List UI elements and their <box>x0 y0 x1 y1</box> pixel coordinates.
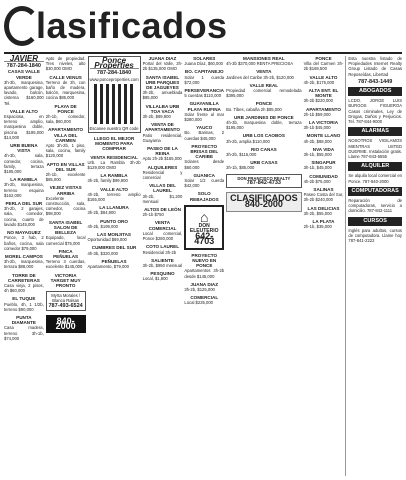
section-text: Reparación de computadoras, servicio a domicilio. 787-842-1111 <box>348 198 403 214</box>
listing-text: 4h-3b $370,000 RENTA PRECIOSA <box>226 61 294 67</box>
listing-entry <box>46 162 86 183</box>
listing-heading: SALINAS <box>313 187 334 193</box>
listing-entry <box>226 56 302 66</box>
listing-heading: MOREL CAMPOS <box>4 253 43 259</box>
listing-entry <box>4 273 44 294</box>
listing-heading: PERSEVERANCIA <box>184 88 225 94</box>
listing-heading: LA LLANURA <box>99 205 129 211</box>
listing-heading: URB CASAS <box>250 160 278 166</box>
listing-heading: VENTA DE APARTAMENTO <box>145 122 180 133</box>
listing-entry <box>143 258 183 268</box>
listing-heading: VALLE REAL <box>249 82 279 88</box>
ponce-properties-web[interactable]: www.ponceproperties.com <box>89 76 139 82</box>
listing-heading: RIO CANAS <box>250 146 277 152</box>
listing-list <box>4 69 44 341</box>
listing-heading: MANSIONES REAL <box>243 56 285 61</box>
don-eleuterio-ad <box>184 205 224 250</box>
listing-text: 3h-2b, marquesina, terreno esquina $162,000 <box>4 182 44 198</box>
listing-text: Apto 3h-2b, 1 piso, sala, cocina, family $120,000 <box>45 143 86 159</box>
listing-entry <box>304 147 344 157</box>
listing-entry <box>88 136 141 152</box>
listing-text: 4h-3b, sala, comedor, cocina, family, terraza $185,000 <box>4 153 44 175</box>
listing-entry <box>184 88 224 98</box>
listing-heading: BO. CAPITANEJO <box>184 69 224 75</box>
house-icon: ⌂ <box>200 208 209 225</box>
masthead-title: lasificados <box>36 5 228 46</box>
listing-text: Equipado, local comercial $75,000 <box>45 235 86 246</box>
listing-entry <box>4 143 44 174</box>
listing-text: 3h-1b, $55,000 <box>303 152 332 158</box>
section-text: LCDO. JORGE LUIS BURGOS FIGUEROA Casos criminales, Ley de Drogas, Daños y Perjuicios. Tel. 787-844-9000 <box>348 98 403 125</box>
listing-entry <box>143 56 183 72</box>
section-header: ALARMAS <box>348 127 402 136</box>
listing-list <box>226 56 302 171</box>
listing-heading: MONTE LLANO <box>306 133 341 139</box>
listing-entry <box>88 155 141 171</box>
listing-heading: PUNTO ORO <box>100 218 128 224</box>
qr-code-icon[interactable] <box>94 84 134 124</box>
column-7 <box>304 56 344 476</box>
listing-heading: CUMBRES DEL SUR <box>91 245 137 251</box>
listing-heading: PROYECTO NUEVO EN PONCE <box>191 252 218 269</box>
listing-text: 4h-3b, $320,000 <box>87 250 119 256</box>
listing-text: 3h-2b, $89,900 <box>142 114 171 120</box>
listing-entry <box>88 173 141 183</box>
listing-entry <box>4 296 44 312</box>
agent-name: DON FRANCISCO REALTY <box>237 175 291 181</box>
listing-text: 2h-1b $59,000 <box>303 111 331 117</box>
listing-entry <box>46 220 86 246</box>
listing-heading: ALTA ENT. EL MONTE <box>308 88 339 99</box>
listing-entry <box>46 104 86 125</box>
listing-text: 3h-2b, family $99,900 <box>87 178 128 184</box>
listing-heading: VENTA <box>256 69 272 75</box>
listing-text: 3h-2b, $115,000 <box>226 152 257 158</box>
listing-heading: JUANA DIAZ <box>190 281 219 287</box>
listing-heading: CASAS VALLE VERDE <box>7 69 40 80</box>
listing-entry <box>143 75 183 101</box>
listing-text: Jardines del Caribe 3h-2b, $120,000 <box>226 74 294 80</box>
listing-entry <box>304 56 344 72</box>
listing-entry <box>184 125 224 141</box>
phone-banner <box>46 315 86 333</box>
listing-text: 3h-2b, $1,200 mensual <box>142 193 183 204</box>
listing-text: Pueblo, 4h, 1 1/2b, terreno $90,000 <box>4 301 44 312</box>
listing-heading: PROYECTO BRISAS DEL CARIBE <box>190 143 219 160</box>
listing-heading: VALLE ALTO <box>100 186 128 192</box>
listing-text: 4h-2b, terreno amplio $165,000 <box>87 191 141 203</box>
listing-heading: LA RAMBLA <box>100 173 128 179</box>
listing-heading: COTO LAUREL <box>145 244 180 250</box>
phone-banner-number: 840-2000 <box>55 315 76 331</box>
agent-name: Myrta Morales / Blanca Ralsas <box>51 293 81 304</box>
listing-entry <box>46 185 86 216</box>
listing-list <box>46 56 86 288</box>
listing-heading: SOLARES <box>193 56 216 61</box>
listing-entry <box>226 160 302 170</box>
agent-phone: 787-842-4733 <box>246 179 281 186</box>
listing-entry <box>4 254 44 270</box>
listing-heading: SINGAPUR <box>311 160 336 166</box>
listing-entry <box>304 206 344 216</box>
listing-text: 2h-1b $750 <box>142 212 164 218</box>
listing-entry <box>184 191 224 201</box>
listing-entry <box>46 127 86 158</box>
listing-entry <box>4 201 44 227</box>
listing-entry <box>143 220 183 241</box>
listing-text: 3h-2b, marquesina, terraza $88,000 <box>4 259 44 270</box>
listing-text: 3h-2b, $55,000 <box>303 210 332 216</box>
listing-entry <box>226 147 302 157</box>
listing-heading: VICTORIA TARGET MUY PRONTO <box>50 272 81 288</box>
listing-heading: LLEGO EL MEJOR MOMENTO PARA COMPRAR <box>93 136 135 152</box>
listing-entry <box>143 244 183 254</box>
listing-entry <box>46 75 86 101</box>
listing-text: 3h-2b, $125,000 <box>184 286 215 292</box>
section-text: NOSOTROS VIGILAMOS MIENTRAS USTED DUERME. Instalación gratis. Llame 787-843-5555 <box>348 138 403 160</box>
listing-text: Oportunidad $69,000 <box>87 237 127 243</box>
listing-text: Solar 1 cuerda $72,000 <box>184 74 225 85</box>
listing-heading: VENTA RESIDENCIAL <box>90 154 138 160</box>
directory-phone: 787-843-1449 <box>358 78 393 85</box>
listing-entry <box>226 69 302 79</box>
listing-heading: VALLE ALTO <box>309 74 338 80</box>
brand-logo: JAVIER <box>4 56 44 62</box>
listing-text: 3h-2b, amueblada $85,000 <box>142 90 183 101</box>
listing-heading: GUANICA <box>193 172 215 178</box>
listing-heading: LAS DELICIAS <box>307 205 340 211</box>
column-2 <box>46 56 86 476</box>
listing-text: Bo. Tibes, cabaña 2h $85,000 <box>226 106 282 112</box>
listing-text: Solar 1/2 cuerda $42,000 <box>184 178 225 189</box>
listing-heading: PONCE <box>255 101 273 107</box>
listing-heading: PERLA DEL SUR <box>5 201 43 207</box>
classified-number-box <box>226 192 302 212</box>
listing-entry <box>184 253 224 279</box>
section-header: ABOGADOS <box>348 87 402 96</box>
listing-entry <box>304 174 344 184</box>
listing-heading: FINCA PEÑUELAS <box>53 248 79 259</box>
listing-heading: APARTAMENTO <box>306 106 341 112</box>
listing-text: Residencial y comercial <box>142 169 183 181</box>
listing-entry <box>4 109 44 140</box>
listing-text: 3h-1b, $45,000 <box>303 165 332 171</box>
listing-entry <box>304 107 344 117</box>
ponce-properties-logo: Ponce Properties <box>90 58 139 69</box>
listing-heading: YAUCO <box>196 125 213 131</box>
listing-heading: LAS MONJITAS <box>97 232 131 238</box>
listing-text: 4h-2b $75,000 <box>303 178 331 184</box>
listing-entry <box>304 88 344 104</box>
listing-entry <box>184 282 224 292</box>
listing-entry <box>143 104 183 120</box>
qr-caption: Escanee nuestro QR code <box>89 125 139 131</box>
column-3 <box>88 56 141 476</box>
listing-heading: ALQUILERES <box>147 164 178 170</box>
listing-heading: VEJEZ VISTAS ARRIBA <box>49 185 82 196</box>
listing-text: Solares desde $60,000 <box>184 159 225 170</box>
listing-entry <box>184 144 224 170</box>
listing-text: Portal del Valle, 3h-2b $135,000 OMO <box>142 61 183 72</box>
listing-text: 3h-2b, $84,900 <box>87 210 116 216</box>
listing-entry <box>304 187 344 203</box>
listing-heading: COMERCIAL <box>190 295 219 301</box>
listing-entry <box>143 165 183 181</box>
ponce-properties-box <box>88 56 141 133</box>
listing-text: 3h-3b, marquesina, apartamento garage, lavado, balcón, cisterna $160,000 Tel. <box>4 79 44 106</box>
listing-entry <box>184 295 224 305</box>
listing-text: Apto de propiedad. Tres niveles, alto $30,000 OMO <box>45 56 86 72</box>
listing-text: Excelente construcción, sala, comedor, cocina $98,000 <box>45 195 86 217</box>
listing-entry <box>184 69 224 85</box>
listing-heading: TORRE DE CARRETERAS <box>7 272 40 283</box>
listing-text: 4h-3b, marquesina doble, terraza $195,000 <box>226 120 302 131</box>
listing-list <box>88 136 141 269</box>
listing-entry <box>88 205 141 215</box>
don-eleuterio-phone: 642-4703 <box>194 231 215 247</box>
listing-entry <box>143 271 183 281</box>
listing-list <box>184 56 224 202</box>
listing-heading: URB BUENA VISTA <box>10 143 38 154</box>
listing-text: Local $225,000 <box>184 300 213 306</box>
listing-heading: NVA VIDA <box>312 146 335 152</box>
listing-text: Urb. La Rambla 3h-2b $129,000 OMO <box>87 159 141 171</box>
listing-text: Terreno de 3h, con baño de madera, balcón, marquesina, cocina $85,000 <box>45 79 86 101</box>
listing-entry <box>4 69 44 105</box>
listing-text: Apartamentos 3h-2b desde $145,000 <box>184 268 225 279</box>
listing-entry <box>46 249 86 270</box>
listing-entry <box>184 101 224 122</box>
section-text: Se alquila local comercial en Ponce. 787-840-2000 <box>348 173 403 184</box>
listing-heading: PASEO DE LA REINA <box>147 146 178 157</box>
classified-number: CLASIFICADOS 840-2000 <box>230 193 298 210</box>
listing-text: 4h-2b, $88,000 <box>303 138 332 144</box>
listing-list <box>304 56 344 229</box>
listing-heading: APTO EN VILLAS DEL SUR <box>46 161 85 172</box>
listing-entry <box>226 101 302 111</box>
listing-text: 2h-1b, comedor, sala, $60,000 <box>45 114 86 125</box>
listing-heading: JUANA DIAZ <box>148 56 177 61</box>
listing-entry <box>184 173 224 189</box>
listing-text: Local, $1,800 <box>142 276 168 282</box>
agent-box <box>46 291 86 311</box>
listing-entry <box>304 75 344 85</box>
ponce-properties-phone: 787-284-1840 <box>96 70 132 77</box>
listing-heading: VALLE ALTO <box>9 108 38 114</box>
listing-text: 4h-2b, $199,000 <box>87 223 119 229</box>
section-header: CURSOS <box>348 217 402 226</box>
column-8-directory <box>345 56 402 476</box>
listing-list <box>184 253 224 306</box>
listing-entry <box>4 315 44 341</box>
masthead <box>4 4 228 48</box>
listing-entry <box>4 230 44 251</box>
listing-text: Casa madera, terreno 3h-1b, $74,000 <box>4 325 44 341</box>
listing-text: Bo. Barinas, 2 cuerdas $45,000 <box>184 130 225 141</box>
listing-text: Ponce, 3 hab, 2 baños, cocina, sala comedor $79,000 <box>4 235 44 251</box>
listing-text: 3h-2b, $950 mensual <box>142 262 182 268</box>
listing-heading: PONCE <box>315 56 332 61</box>
listing-heading: SANTA ISABEL SALON DE BELLEZA <box>48 219 83 236</box>
listing-entry <box>226 83 302 99</box>
listing-entry <box>226 115 302 131</box>
listing-text: Residencial 3h-2b <box>142 249 177 255</box>
listing-heading: EL TUQUE <box>12 296 36 302</box>
listing-text: 4h-2b, $175,000 <box>303 79 335 85</box>
listing-heading: PEÑUELAS <box>101 258 127 264</box>
listing-text: 3h-2b, 2 garajes, sala, comedor, cocina, cuarto de lavado $145,000 <box>4 206 44 227</box>
listing-text: 5 cuerdas $110,000 <box>184 93 222 99</box>
section-header: COMPUTADORAS <box>348 187 402 196</box>
listing-entry <box>46 273 86 289</box>
listing-heading: URB LOS CAOBOS <box>242 133 285 139</box>
listing-text: 2h-1b, $35,000 <box>303 224 332 230</box>
listing-entry <box>143 122 183 143</box>
column-4 <box>143 56 183 476</box>
listing-heading: ALTOS DE LEÓN <box>144 207 181 213</box>
listing-heading: VILLAS DEL LAUREL <box>149 183 176 194</box>
listing-heading: PLAYA DE PONCE <box>54 103 77 114</box>
listing-text: 3h-2b, amplia $110,000 <box>226 138 270 144</box>
listing-text: Patio residencial, Guayama <box>142 132 183 143</box>
listing-text: 3h-1b, $85,000 <box>226 165 255 171</box>
listing-heading: SOLO REBAJADOS <box>189 191 219 202</box>
listing-heading: COMUNIDAD <box>309 173 338 179</box>
listing-entry <box>304 120 344 130</box>
listing-entry <box>143 146 183 162</box>
listing-text: Local comercial, Ponce $280,000 <box>142 230 183 242</box>
column-1 <box>4 56 44 476</box>
listing-text: 3h-2b $220,000 <box>303 98 333 104</box>
listing-heading: CALLE VENUS <box>49 74 82 80</box>
listing-list <box>143 56 183 282</box>
listing-text: Propiedad comercial remodelada $395,000 <box>226 88 302 99</box>
listing-heading: GUAYANILLA PLAYA RUFINA <box>187 101 221 112</box>
listing-heading: VILLALBA URB TOA VACA <box>145 103 180 114</box>
listing-entry <box>184 56 224 66</box>
listing-entry <box>226 133 302 143</box>
listing-heading: APARTAMENTO VILLA DEL CARMEN <box>48 127 84 143</box>
listing-entry <box>46 56 86 72</box>
agent-phone: 787-493-6524 <box>48 302 83 309</box>
listing-heading: NO MAYAGUEZ <box>7 230 41 236</box>
listing-entry <box>4 177 44 198</box>
masthead-rule <box>4 52 402 54</box>
listing-heading: VENTA COMERCIAL <box>148 220 177 231</box>
listing-text: 2h-1b, excelente $85,000 <box>45 172 86 183</box>
brand-phone: 787-284-1840 <box>6 63 41 70</box>
listing-text: Espaciosa, en terreno amplio, marquesina doble, piscina $195,000 $14,000 <box>4 114 44 140</box>
listing-heading: PUNTA DIAMANTE <box>11 314 36 326</box>
listing-heading: LA PLATA <box>312 219 335 225</box>
listing-text: Terreno 3 cuerdas, excelente $145,000 <box>45 259 86 270</box>
listing-entry <box>304 219 344 229</box>
listing-text: Apto 2h-2b $165,000 <box>142 156 182 162</box>
section-text: Inglés para adultos, cursos de computadora. Llame hoy 787-841-2222 <box>348 227 403 244</box>
listing-entry <box>88 219 141 229</box>
don-eleuterio-name: DON ELEUTERIO <box>189 222 219 235</box>
agent-box <box>226 174 302 188</box>
column-5 <box>184 56 224 476</box>
listing-entry <box>88 245 141 255</box>
column-6 <box>226 56 302 476</box>
listing-heading: PESQUINO <box>150 271 175 277</box>
listing-heading: URB JARDINES DE PONCE <box>233 114 294 120</box>
section-header: ALQUILER <box>348 162 402 171</box>
listing-text: Villa del Carmen 3h-2b $169,500 <box>303 61 344 72</box>
listing-text: Solar frente al mar $280,000 <box>184 111 225 123</box>
listing-heading: SANTA ISABEL URB PARQUES DE JAGUEYES <box>145 74 180 91</box>
listing-text: Apartamento, $79,000 <box>87 264 129 270</box>
listing-entry <box>88 187 141 203</box>
listing-entry <box>143 183 183 204</box>
listing-entry <box>88 232 141 242</box>
listing-heading: LA RAMBLA <box>10 177 38 183</box>
listing-entry <box>143 207 183 217</box>
listing-heading: SALIENTE <box>151 257 174 263</box>
listing-text: 3h-1b $45,000 <box>303 125 331 131</box>
listing-text: Casa vieja, 2 pisos, 4h $60,000 <box>4 282 44 294</box>
listing-heading: LA VICTORIA <box>308 120 339 126</box>
classifieds-page <box>4 56 402 476</box>
directory-intro: Esta nuestra listado de Propiedades Internet Realty Group Listado de Casas Reposeídas, Libertad <box>348 56 403 77</box>
listing-entry <box>304 160 344 170</box>
listing-entry <box>304 133 344 143</box>
listing-text: Juana Díaz, $60,000 <box>184 61 224 67</box>
listing-text: Paseo Costa del Sur, 3h-2b $240,000 <box>303 192 344 203</box>
directory-sections <box>348 87 402 243</box>
listing-entry <box>88 259 141 269</box>
masthead-c-glyph <box>4 6 40 46</box>
